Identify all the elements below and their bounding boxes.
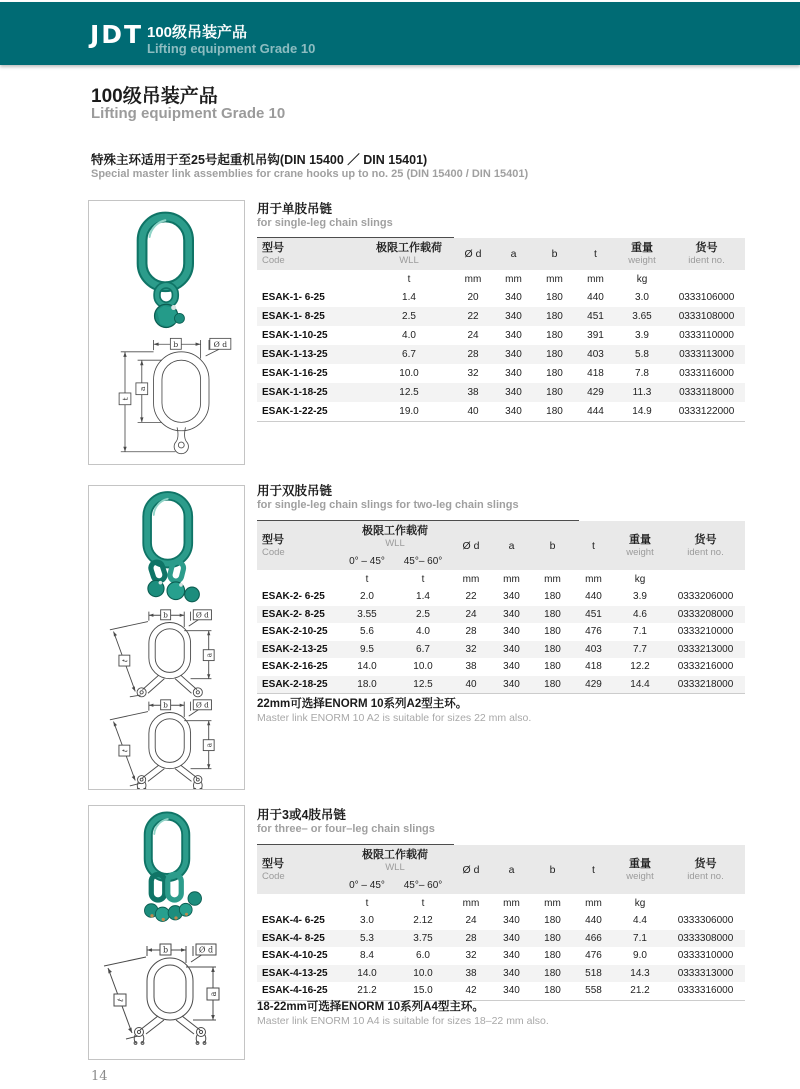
value-cell: 10.0: [413, 661, 433, 673]
value-cell: 4.0: [416, 626, 430, 638]
drawing-box-single-leg: [88, 200, 245, 465]
value-cell: 3.0: [360, 915, 374, 927]
value-cell: 340: [505, 330, 522, 341]
dim-label-od: Ø d: [195, 610, 209, 620]
unit-kg: kg: [614, 894, 666, 912]
note-zh-four: 18-22mm可选择ENORM 10系列A4型主环。: [257, 1001, 484, 1013]
dim-label-od: Ø d: [198, 945, 213, 955]
angle-45-60: 45°– 60°: [395, 877, 451, 894]
master-link-photo-single: [113, 207, 221, 335]
dim-label-a: a: [137, 386, 147, 392]
section-title-zh-single: 用于单肢吊链: [257, 202, 333, 216]
value-cell: 180: [546, 330, 563, 341]
dim-label-a: a: [208, 991, 218, 997]
value-cell: 340: [505, 349, 522, 360]
unit-row: [257, 570, 745, 588]
value-cell: 40: [453, 402, 493, 422]
value-cell: 180: [544, 915, 561, 927]
col-weight: 重量 weight: [616, 238, 668, 270]
col-a: a: [491, 845, 532, 894]
dim-label-b: b: [162, 945, 168, 955]
value-cell: 7.1: [633, 932, 647, 944]
code-cell: ESAK-1- 8-25: [262, 311, 325, 322]
col-t: t: [573, 521, 614, 570]
section-title-en-four: for three– or four–leg chain slings: [257, 823, 435, 835]
value-cell: 4.0: [402, 330, 416, 341]
code-cell: ESAK-4- 8-25: [262, 932, 325, 944]
value-cell: 3.0: [635, 292, 649, 303]
col-b: b: [532, 845, 573, 894]
value-cell: 6.7: [402, 349, 416, 360]
band-title-en: Lifting equipment Grade 10: [147, 41, 316, 56]
value-cell: 3.9: [635, 330, 649, 341]
unit-mm: mm: [491, 894, 532, 912]
value-cell: 340: [503, 643, 520, 655]
value-cell: 28: [467, 349, 479, 360]
value-cell: 0333218000: [666, 676, 745, 694]
code-cell: ESAK-2- 6-25: [262, 591, 325, 603]
unit-row: [257, 270, 745, 288]
table-row: [257, 641, 745, 659]
value-cell: 0333122000: [668, 402, 745, 422]
code-cell: ESAK-4-10-25: [262, 950, 328, 962]
value-cell: 340: [503, 608, 520, 620]
intro-zh: 特殊主环适用于至25号起重机吊钩(DIN 15400 ／ DIN 15401): [91, 153, 428, 167]
dim-label-t: t: [115, 997, 125, 1004]
note-zh-two: 22mm可选择ENORM 10系列A2型主环。: [257, 698, 468, 710]
code-cell: ESAK-1-22-25: [257, 402, 365, 422]
table-header-row: [257, 845, 745, 877]
value-cell: 340: [505, 368, 522, 379]
dimension-drawing-two-eye: [92, 608, 242, 699]
value-cell: 10.0: [399, 368, 419, 379]
col-ident: 货号 ident no.: [666, 521, 745, 570]
value-cell: 2.5: [416, 608, 430, 620]
value-cell: 14.3: [630, 967, 650, 979]
value-cell: 444: [575, 402, 616, 422]
value-cell: 340: [503, 626, 520, 638]
code-cell: ESAK-1-10-25: [262, 330, 328, 341]
value-cell: 0333118000: [679, 387, 734, 398]
value-cell: 22: [467, 311, 479, 322]
value-cell: 2.12: [413, 915, 433, 927]
intro-en: Special master link assemblies for crane hooks up to no. 25 (DIN 15400 / DIN 15401): [91, 168, 529, 180]
col-t: t: [575, 238, 616, 270]
dim-label-od: Ø d: [195, 700, 209, 710]
section-title-en-two: for single-leg chain slings for two-leg chain slings: [257, 499, 519, 511]
value-cell: 180: [546, 311, 563, 322]
value-cell: 429: [587, 387, 604, 398]
value-cell: 0333213000: [677, 643, 734, 655]
value-cell: 0333313000: [677, 967, 734, 979]
value-cell: 340: [491, 676, 532, 694]
col-od: Ø d: [451, 521, 491, 570]
col-wll: 极限工作载荷 WLL: [339, 521, 451, 553]
value-cell: 7.1: [633, 626, 647, 638]
master-link-photo-two: [115, 490, 219, 608]
value-cell: 0333116000: [679, 368, 734, 379]
value-cell: 476: [585, 626, 602, 638]
value-cell: 451: [585, 608, 602, 620]
col-od: Ø d: [451, 845, 491, 894]
value-cell: 14.4: [614, 676, 666, 694]
value-cell: 5.6: [360, 626, 374, 638]
value-cell: 340: [493, 402, 534, 422]
band-title-zh: 100级吊装产品: [147, 24, 248, 41]
value-cell: 180: [544, 608, 561, 620]
value-cell: 340: [505, 387, 522, 398]
value-cell: 10.0: [413, 967, 433, 979]
unit-mm: mm: [532, 894, 573, 912]
value-cell: 340: [503, 932, 520, 944]
section-title-zh-two: 用于双肢吊链: [257, 484, 333, 498]
value-cell: 180: [544, 626, 561, 638]
table-row: [257, 402, 745, 422]
col-wll: 极限工作载荷 WLL: [339, 845, 451, 877]
value-cell: 0333108000: [678, 311, 735, 322]
code-cell: ESAK-4- 6-25: [262, 915, 325, 927]
value-cell: 14.0: [357, 661, 377, 673]
table-row: [257, 947, 745, 965]
value-cell: 14.9: [616, 402, 668, 422]
unit-mm: mm: [491, 570, 532, 588]
unit-mm: mm: [573, 894, 614, 912]
col-ident: 货号 ident no.: [666, 845, 745, 894]
value-cell: 5.3: [360, 932, 374, 944]
page-title-en: Lifting equipment Grade 10: [91, 105, 286, 122]
table-row: [257, 307, 745, 326]
value-cell: 180: [546, 387, 563, 398]
value-cell: 180: [544, 950, 561, 962]
value-cell: 0333310000: [677, 950, 734, 962]
value-cell: 440: [585, 915, 602, 927]
value-cell: 14.0: [357, 967, 377, 979]
value-cell: 6.7: [416, 643, 430, 655]
unit-mm: mm: [453, 270, 493, 288]
unit-t: t: [395, 894, 451, 912]
unit-mm: mm: [575, 270, 616, 288]
unit-kg: kg: [614, 570, 666, 588]
value-cell: 24: [465, 915, 477, 927]
code-cell: ESAK-1-18-25: [262, 387, 328, 398]
dim-label-od: Ø d: [213, 339, 227, 349]
value-cell: 340: [505, 292, 522, 303]
table-row: [257, 930, 745, 948]
value-cell: 12.5: [395, 676, 451, 694]
code-cell: ESAK-1- 6-25: [262, 292, 325, 303]
dim-label-t: t: [119, 748, 129, 754]
value-cell: 180: [532, 982, 573, 1000]
col-a: a: [493, 238, 534, 270]
value-cell: 0333110000: [679, 330, 734, 341]
code-cell: ESAK-2-16-25: [262, 661, 328, 673]
table-row: [257, 288, 745, 307]
table-header-row: [257, 238, 745, 270]
value-cell: 32: [465, 950, 477, 962]
value-cell: 3.75: [413, 932, 433, 944]
code-cell: ESAK-2-18-25: [257, 676, 339, 694]
value-cell: 12.5: [399, 387, 419, 398]
value-cell: 38: [465, 661, 477, 673]
value-cell: 0333306000: [677, 915, 734, 927]
code-cell: ESAK-4-16-25: [257, 982, 339, 1000]
value-cell: 9.5: [360, 643, 374, 655]
value-cell: 180: [546, 349, 563, 360]
value-cell: 180: [546, 292, 563, 303]
value-cell: 476: [585, 950, 602, 962]
table-row: [257, 606, 745, 624]
value-cell: 4.4: [633, 915, 647, 927]
drawing-box-two-leg: [88, 485, 245, 790]
note-en-four: Master link ENORM 10 A4 is suitable for sizes 18–22 mm also.: [257, 1015, 549, 1027]
value-cell: 180: [534, 402, 575, 422]
angle-0-45: 0° – 45°: [339, 877, 395, 894]
col-wll: 极限工作载荷 WLL: [365, 238, 453, 270]
value-cell: 2.0: [360, 591, 374, 603]
unit-mm: mm: [493, 270, 534, 288]
unit-t: t: [365, 270, 453, 288]
value-cell: 42: [451, 982, 491, 1000]
value-cell: 0333216000: [677, 661, 734, 673]
note-en-two: Master link ENORM 10 A2 is suitable for sizes 22 mm also.: [257, 712, 532, 724]
value-cell: 1.4: [402, 292, 416, 303]
value-cell: 429: [573, 676, 614, 694]
spec-table-single-leg: [257, 238, 745, 422]
code-cell: ESAK-2-10-25: [262, 626, 328, 638]
value-cell: 38: [467, 387, 479, 398]
value-cell: 20: [467, 292, 479, 303]
value-cell: 340: [503, 915, 520, 927]
value-cell: 451: [587, 311, 604, 322]
value-cell: 22: [465, 591, 477, 603]
table-row: [257, 588, 745, 606]
value-cell: 418: [585, 661, 602, 673]
value-cell: 9.0: [633, 950, 647, 962]
value-cell: 0333208000: [677, 608, 734, 620]
value-cell: 15.0: [395, 982, 451, 1000]
drawing-box-four-leg: [88, 805, 245, 1060]
value-cell: 7.7: [633, 643, 647, 655]
value-cell: 0333316000: [666, 982, 745, 1000]
value-cell: 1.4: [416, 591, 430, 603]
dimension-drawing-single: [93, 335, 241, 461]
table-row: [257, 658, 745, 676]
value-cell: 4.6: [633, 608, 647, 620]
value-cell: 180: [544, 591, 561, 603]
col-b: b: [532, 521, 573, 570]
angle-0-45: 0° – 45°: [339, 553, 395, 570]
value-cell: 12.2: [630, 661, 650, 673]
value-cell: 8.4: [360, 950, 374, 962]
value-cell: 24: [467, 330, 479, 341]
dimension-drawing-two-clevis: [92, 698, 242, 789]
value-cell: 403: [585, 643, 602, 655]
code-cell: ESAK-1-16-25: [262, 368, 328, 379]
unit-mm: mm: [534, 270, 575, 288]
value-cell: 21.2: [614, 982, 666, 1000]
value-cell: 19.0: [365, 402, 453, 422]
table-row: [257, 345, 745, 364]
master-link-photo-four: [115, 810, 219, 930]
value-cell: 340: [503, 661, 520, 673]
value-cell: 180: [532, 676, 573, 694]
value-cell: 466: [585, 932, 602, 944]
col-code: 型号 Code: [257, 521, 339, 570]
table-row: [257, 383, 745, 402]
table-row: [257, 676, 745, 694]
table-row: [257, 912, 745, 930]
page-title-zh: 100级吊装产品: [91, 86, 218, 107]
col-code: 型号 Code: [257, 845, 339, 894]
table-row: [257, 364, 745, 383]
value-cell: 180: [544, 967, 561, 979]
value-cell: 0333210000: [677, 626, 734, 638]
unit-mm: mm: [532, 570, 573, 588]
value-cell: 518: [585, 967, 602, 979]
col-weight: 重量 weight: [614, 521, 666, 570]
value-cell: 38: [465, 967, 477, 979]
unit-kg: kg: [616, 270, 668, 288]
value-cell: 340: [503, 950, 520, 962]
unit-t: t: [339, 894, 395, 912]
code-cell: ESAK-2-13-25: [262, 643, 328, 655]
unit-row: [257, 894, 745, 912]
col-od: Ø d: [453, 238, 493, 270]
table-row: [257, 623, 745, 641]
value-cell: 440: [585, 591, 602, 603]
value-cell: 418: [587, 368, 604, 379]
value-cell: 440: [587, 292, 604, 303]
value-cell: 2.5: [402, 311, 416, 322]
value-cell: 6.0: [416, 950, 430, 962]
value-cell: 18.0: [339, 676, 395, 694]
value-cell: 11.3: [632, 387, 652, 398]
page-number: 14: [91, 1069, 108, 1084]
unit-mm: mm: [573, 570, 614, 588]
spec-table-two-leg: [257, 521, 745, 694]
value-cell: 0333308000: [677, 932, 734, 944]
dim-label-a: a: [203, 743, 213, 748]
value-cell: 28: [465, 626, 477, 638]
section-title-en-single: for single-leg chain slings: [257, 217, 393, 229]
section-title-zh-four: 用于3或4肢吊链: [257, 808, 346, 822]
value-cell: 0333106000: [678, 292, 735, 303]
value-cell: 24: [465, 608, 477, 620]
dim-label-a: a: [203, 652, 213, 657]
value-cell: 340: [505, 311, 522, 322]
dim-label-t: t: [120, 397, 130, 401]
spec-table-four-leg: [257, 845, 745, 1001]
value-cell: 3.65: [632, 311, 652, 322]
col-weight: 重量 weight: [614, 845, 666, 894]
dimension-drawing-four-clevis: [92, 930, 242, 1054]
code-cell: ESAK-1-13-25: [262, 349, 328, 360]
unit-mm: mm: [451, 894, 491, 912]
value-cell: 21.2: [339, 982, 395, 1000]
dim-label-t: t: [119, 657, 129, 664]
unit-mm: mm: [451, 570, 491, 588]
angle-45-60: 45°– 60°: [395, 553, 451, 570]
code-cell: ESAK-4-13-25: [262, 967, 328, 979]
dim-label-b: b: [172, 339, 178, 349]
value-cell: 5.8: [635, 349, 649, 360]
value-cell: 7.8: [635, 368, 649, 379]
col-code: 型号 Code: [257, 238, 365, 270]
value-cell: 180: [544, 932, 561, 944]
value-cell: 391: [587, 330, 604, 341]
value-cell: 180: [546, 368, 563, 379]
value-cell: 340: [491, 982, 532, 1000]
value-cell: 340: [503, 967, 520, 979]
table-row: [257, 326, 745, 345]
dim-label-b: b: [162, 610, 168, 620]
value-cell: 340: [503, 591, 520, 603]
col-a: a: [491, 521, 532, 570]
value-cell: 3.55: [357, 608, 377, 620]
value-cell: 32: [467, 368, 479, 379]
value-cell: 28: [465, 932, 477, 944]
value-cell: 32: [465, 643, 477, 655]
value-cell: 558: [573, 982, 614, 1000]
value-cell: 0333206000: [677, 591, 734, 603]
unit-t: t: [395, 570, 451, 588]
value-cell: 0333113000: [679, 349, 734, 360]
value-cell: 40: [451, 676, 491, 694]
code-cell: ESAK-2- 8-25: [262, 608, 325, 620]
col-b: b: [534, 238, 575, 270]
unit-t: t: [339, 570, 395, 588]
table-row: [257, 965, 745, 983]
value-cell: 180: [544, 643, 561, 655]
value-cell: 180: [544, 661, 561, 673]
value-cell: 3.9: [633, 591, 647, 603]
table-header-row: [257, 521, 745, 553]
jdt-logo: JDT: [90, 20, 144, 49]
value-cell: 403: [587, 349, 604, 360]
dim-label-b: b: [162, 700, 168, 710]
col-ident: 货号 ident no.: [668, 238, 745, 270]
col-t: t: [573, 845, 614, 894]
